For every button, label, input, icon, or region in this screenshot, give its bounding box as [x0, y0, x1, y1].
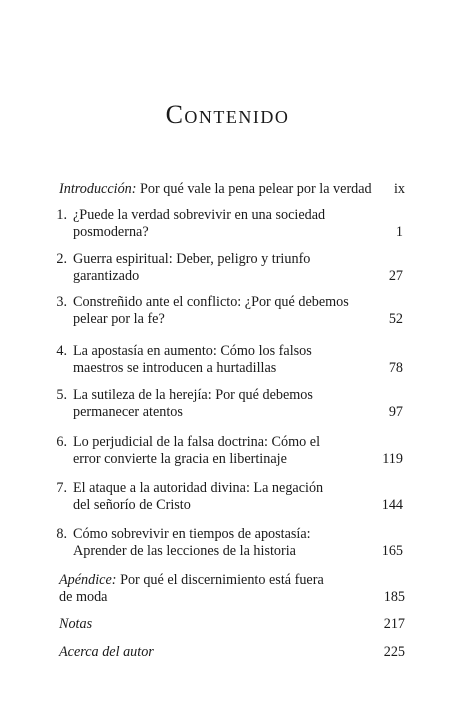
entry-page-number: 144: [381, 497, 403, 513]
toc-entry-chapter-2: [43, 251, 403, 285]
entry-page-number: 52: [388, 311, 403, 327]
toc-entry-introduction: [59, 181, 405, 198]
entry-title-line-1: La apostasía en aumento: Cómo los falsos: [73, 343, 312, 359]
entry-page-number: 78: [388, 360, 403, 376]
entry-page-number: 185: [383, 589, 405, 605]
chapter-number: 8.: [56, 526, 67, 542]
chapter-number: 4.: [56, 343, 67, 359]
entry-title-line-1: Cómo sobrevivir en tiempos de apostasía:: [73, 526, 311, 542]
entry-title-line-2: posmoderna?: [73, 224, 149, 240]
entry-page-number: 119: [382, 451, 403, 467]
chapter-number: 5.: [56, 387, 67, 403]
entry-page-number: 1: [395, 224, 403, 240]
chapter-number: 2.: [56, 251, 67, 267]
chapter-number: 6.: [56, 434, 67, 450]
toc-entry-chapter-1: [43, 207, 403, 241]
entry-title-line-1: Guerra espiritual: Deber, peligro y triunfo: [73, 251, 311, 267]
toc-entry-appendix: [59, 572, 405, 606]
entry-title-line-1: ¿Puede la verdad sobrevivir en una sociedad: [73, 207, 326, 223]
toc-entry-chapter-6: [43, 434, 403, 468]
entry-page-number: 217: [383, 616, 405, 632]
entry-title-line-1: Por qué el discernimiento está fuera: [120, 572, 324, 588]
entry-title-line-2: garantizado: [73, 268, 140, 284]
toc-entry-chapter-8: [43, 526, 403, 560]
entry-page-number: 97: [388, 404, 403, 420]
chapter-number: 1.: [56, 207, 67, 223]
toc-entry-chapter-3: [43, 294, 403, 328]
entry-title-line-1: La sutileza de la herejía: Por qué debemos: [73, 387, 313, 403]
toc-entry-about-author: [59, 644, 405, 661]
entry-title: Notas: [59, 616, 93, 632]
toc-entry-chapter-5: [43, 387, 403, 421]
entry-title-line-2: del señorío de Cristo: [73, 497, 191, 513]
entry-prefix: Apéndice:: [59, 572, 117, 588]
entry-title-line-2: error convierte la gracia en libertinaje: [73, 451, 287, 467]
entry-page-number: 225: [383, 644, 405, 660]
entry-title: Acerca del autor: [59, 644, 154, 660]
entry-title-line-2: de moda: [59, 589, 108, 605]
entry-prefix: Introducción:: [59, 181, 137, 197]
entry-title-line-2: Aprender de las lecciones de la historia: [73, 543, 296, 559]
entry-page-number: ix: [393, 181, 405, 197]
entry-title-line-2: maestros se introducen a hurtadillas: [73, 360, 277, 376]
entry-title-line-1: Constreñido ante el conflicto: ¿Por qué debemos: [73, 294, 349, 310]
entry-title: Por qué vale la pena pelear por la verdad: [140, 181, 372, 197]
page-title: Contenido: [165, 100, 290, 129]
toc-entry-notes: [59, 616, 405, 633]
chapter-number: 7.: [56, 480, 67, 496]
entry-title-line-2: permanecer atentos: [73, 404, 183, 420]
entry-title-line-1: Lo perjudicial de la falsa doctrina: Cómo el: [73, 434, 321, 450]
entry-title-line-2: pelear por la fe?: [73, 311, 165, 327]
toc-entry-chapter-4: [43, 343, 403, 377]
entry-page-number: 27: [388, 268, 403, 284]
entry-page-number: 165: [381, 543, 403, 559]
toc-entry-chapter-7: [43, 480, 403, 514]
entry-title-line-1: El ataque a la autoridad divina: La negación: [73, 480, 324, 496]
chapter-number: 3.: [56, 294, 67, 310]
